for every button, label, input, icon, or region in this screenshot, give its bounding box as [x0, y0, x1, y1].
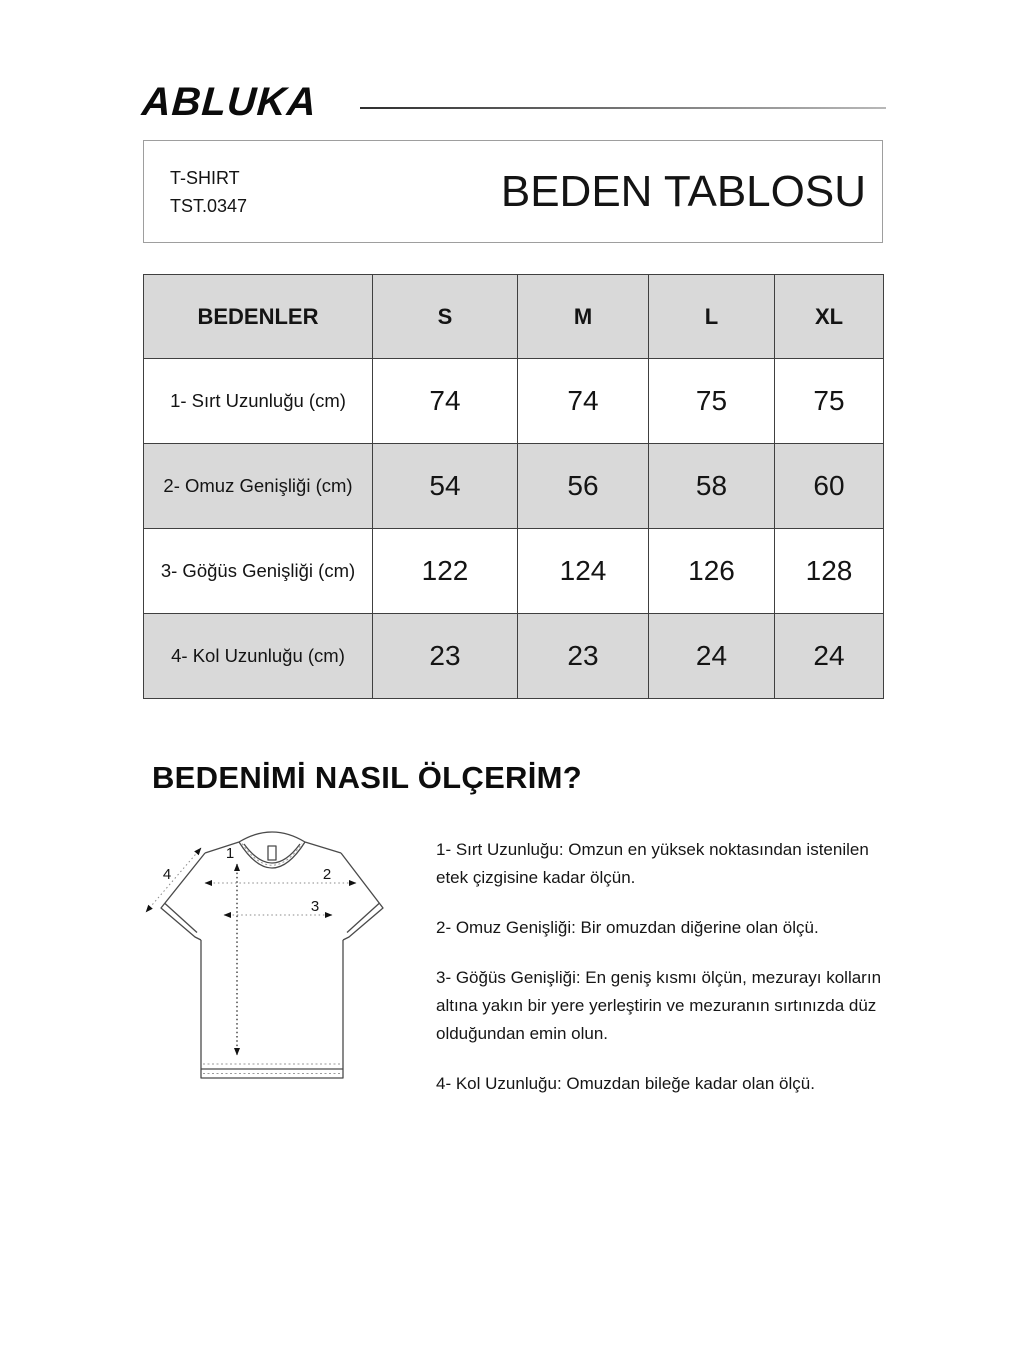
- instruction-chest-width: 3- Göğüs Genişliği: En geniş kısmı ölçün, mezurayı kolların altına yakın bir yere yerleştirin ve mezuranın sırtınızda düz olduğundan emin olun.: [436, 968, 882, 1043]
- size-value: 75: [775, 359, 884, 444]
- measurement-label: 4- Kol Uzunluğu (cm): [144, 614, 373, 699]
- size-value: 54: [373, 444, 518, 529]
- size-value: 128: [775, 529, 884, 614]
- size-value: 126: [649, 529, 775, 614]
- table-row: [144, 614, 884, 699]
- measurement-label: 2- Omuz Genişliği (cm): [144, 444, 373, 529]
- column-header-l: L: [649, 275, 775, 359]
- size-value: 60: [775, 444, 884, 529]
- size-value: 23: [373, 614, 518, 699]
- size-value: 122: [373, 529, 518, 614]
- size-table-header-row: [144, 275, 884, 359]
- size-table: [143, 274, 884, 699]
- diagram-label-4: 4: [162, 866, 172, 883]
- product-code: TST.0347: [170, 195, 248, 216]
- table-row: [144, 529, 884, 614]
- header-rule: [360, 107, 886, 109]
- diagram-label-1: 1: [225, 845, 235, 862]
- product-header: [143, 140, 883, 243]
- column-header-s: S: [373, 275, 518, 359]
- instruction-sleeve-length: 4- Kol Uzunluğu: Omuzdan bileğe kadar olan ölçü.: [436, 1074, 815, 1093]
- measure-instructions: [436, 836, 891, 1120]
- column-header-m: M: [518, 275, 649, 359]
- diagram-label-2: 2: [322, 866, 332, 883]
- size-value: 75: [649, 359, 775, 444]
- size-value: 23: [518, 614, 649, 699]
- tshirt-outline-icon: [161, 832, 383, 1078]
- instruction-shoulder-width: 2- Omuz Genişliği: Bir omuzdan diğerine olan ölçü.: [436, 918, 819, 937]
- sleeve-length-arrow: [146, 848, 201, 912]
- diagram-label-3: 3: [310, 898, 320, 915]
- product-type: T-SHIRT: [170, 167, 240, 188]
- size-value: 74: [373, 359, 518, 444]
- table-row: [144, 444, 884, 529]
- tshirt-measurement-diagram: [130, 820, 430, 1110]
- size-value: 24: [649, 614, 775, 699]
- column-header-xl: XL: [775, 275, 884, 359]
- brand-logo: ABLUKA: [140, 80, 319, 124]
- measure-heading: BEDENİMİ NASIL ÖLÇERİM?: [152, 760, 583, 795]
- size-value: 56: [518, 444, 649, 529]
- instruction-back-length: 1- Sırt Uzunluğu: Omzun en yüksek noktasından istenilen etek çizgisine kadar ölçün.: [436, 840, 869, 887]
- page-title: BEDEN TABLOSU: [500, 166, 866, 216]
- measurement-label: 1- Sırt Uzunluğu (cm): [144, 359, 373, 444]
- size-value: 24: [775, 614, 884, 699]
- size-value: 58: [649, 444, 775, 529]
- measurement-label: 3- Göğüs Genişliği (cm): [144, 529, 373, 614]
- product-info: [170, 164, 247, 220]
- size-value: 124: [518, 529, 649, 614]
- size-value: 74: [518, 359, 649, 444]
- table-row: [144, 359, 884, 444]
- column-header-bedenler: BEDENLER: [144, 275, 373, 359]
- stitch-lines-icon: [203, 844, 341, 1074]
